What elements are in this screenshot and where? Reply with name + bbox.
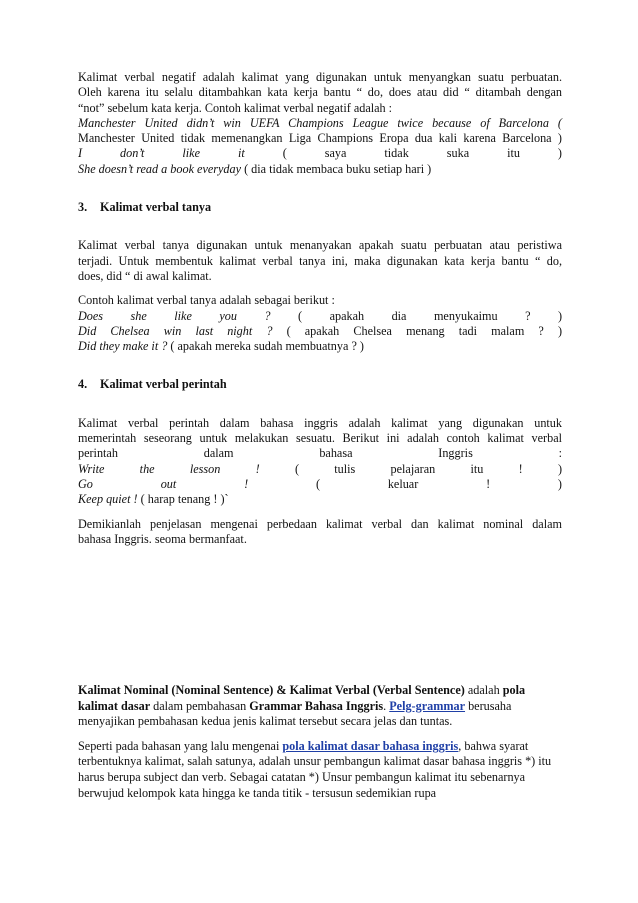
example-translation: ( keluar ! ) bbox=[315, 476, 562, 491]
section-heading bbox=[78, 377, 562, 392]
closing-paragraph-line: Demikianlah penjelasan mengenai perbedaan kalimat verbal dan kalimat nominal dalam bbox=[78, 516, 562, 531]
example-sentence: Did Chelsea win last night ? bbox=[78, 323, 273, 338]
example-translation: ( apakah dia menyukaimu ? ) bbox=[298, 308, 563, 323]
bold-term: Kalimat Nominal (Nominal Sentence) & Kalimat Verbal (Verbal Sentence) bbox=[78, 683, 465, 697]
pola-kalimat-dasar-link[interactable]: pola kalimat dasar bahasa inggris bbox=[282, 738, 459, 753]
example-intro: Contoh kalimat verbal tanya adalah sebagai berikut : bbox=[78, 293, 335, 308]
example-sentence: Go out ! bbox=[78, 476, 249, 491]
text-run: dalam pembahasan bbox=[150, 698, 250, 713]
example-line bbox=[78, 309, 562, 324]
section-heading bbox=[78, 200, 562, 215]
example-line bbox=[78, 324, 562, 339]
text-run: . bbox=[383, 698, 390, 713]
body-paragraph-line: Kalimat verbal perintah dalam bahasa inggris adalah kalimat yang digunakan untuk bbox=[78, 415, 562, 430]
example-line bbox=[78, 492, 562, 507]
bold-term: pola kalimat dasar bbox=[78, 683, 526, 713]
closing-paragraph-line: bahasa Inggris. seoma bermanfaat. bbox=[78, 531, 247, 546]
document-page bbox=[78, 70, 562, 547]
example-sentence: Manchester United didn’t win UEFA Champions League twice because of Barcelona ( bbox=[78, 115, 562, 130]
body-paragraph-line: does, did “ di awal kalimat. bbox=[78, 268, 212, 283]
example-sentence: Did they make it ? bbox=[78, 339, 168, 354]
intro-paragraph-line: Oleh karena itu selalu ditambahkan kata kerja bantu “ do, does atau did “ ditambah dengan bbox=[78, 85, 562, 100]
text-run: berusaha menyajikan pembahasan kedua jenis kalimat tersebut secara jelas dan tuntas. bbox=[78, 698, 512, 729]
example-line bbox=[78, 339, 562, 354]
text-run: adalah bbox=[464, 683, 503, 697]
section-title: Kalimat verbal perintah bbox=[100, 377, 227, 392]
example-line bbox=[78, 162, 562, 177]
body-paragraph-line: terjadi. Untuk membentuk kalimat verbal tanya ini, maka digunakan kata kerja bantu “ do, bbox=[78, 253, 562, 268]
example-translation: ( apakah mereka sudah membuatnya ? ) bbox=[167, 339, 364, 354]
text-run: , bahwa syarat terbentuknya kalimat, salah satunya, adalah unsur pembangun kalimat dasar bahasa inggris *) itu harus berupa subject dan verb. Sebagai catatan *) Unsur pembangun kalimat itu sebenarnya berwujud kelompok kata hingga ke tanda titik - tersusun sedemikian rupa bbox=[78, 738, 552, 800]
section-title: Kalimat verbal tanya bbox=[100, 200, 212, 215]
section-number: 4. bbox=[78, 377, 88, 392]
intro-paragraph-line: Kalimat verbal negatif adalah kalimat yang digunakan untuk menyangkan suatu perbuatan. bbox=[78, 70, 562, 84]
example-sentence: She doesn’t read a book everyday bbox=[78, 161, 242, 176]
example-sentence: I don’t like it bbox=[78, 146, 245, 161]
example-translation: ( apakah Chelsea menang tadi malam ? ) bbox=[286, 323, 563, 338]
intro-paragraph-line: “not” sebelum kata kerja. Contoh kalimat verbal negatif adalah : bbox=[78, 100, 393, 115]
article-paragraph bbox=[78, 683, 562, 730]
body-paragraph-line: memerintah seseorang untuk melakukan sesuatu. Berikut ini adalah contoh kalimat verbal bbox=[78, 431, 562, 446]
example-translation: ( saya tidak suka itu ) bbox=[282, 146, 562, 161]
example-sentence: Write the lesson ! bbox=[78, 461, 260, 476]
body-paragraph-line: Kalimat verbal tanya digunakan untuk menanyakan apakah suatu perbuatan atau peristiwa bbox=[78, 238, 562, 253]
example-line bbox=[78, 477, 562, 492]
text-run: Seperti pada bahasan yang lalu mengenai bbox=[78, 738, 283, 753]
example-sentence: Does she like you ? bbox=[78, 308, 271, 323]
article-block bbox=[78, 683, 562, 801]
article-paragraph bbox=[78, 739, 562, 801]
example-line bbox=[78, 146, 562, 161]
example-translation: ( harap tenang ! )` bbox=[137, 492, 229, 507]
section-number: 3. bbox=[78, 200, 88, 215]
example-sentence: Keep quiet ! bbox=[78, 492, 138, 507]
pelg-grammar-link[interactable]: Pelg-grammar bbox=[389, 698, 466, 713]
example-translation: ( dia tidak membaca buku setiap hari ) bbox=[241, 161, 432, 176]
example-line bbox=[78, 462, 562, 477]
example-translation: Manchester United tidak memenangkan Liga Champions Eropa dua kali karena Barcelona ) bbox=[78, 131, 562, 146]
bold-term: Grammar Bahasa Inggris bbox=[249, 698, 384, 713]
body-paragraph-line: perintah dalam bahasa Inggris : bbox=[78, 446, 562, 461]
example-translation: ( tulis pelajaran itu ! ) bbox=[294, 461, 563, 476]
